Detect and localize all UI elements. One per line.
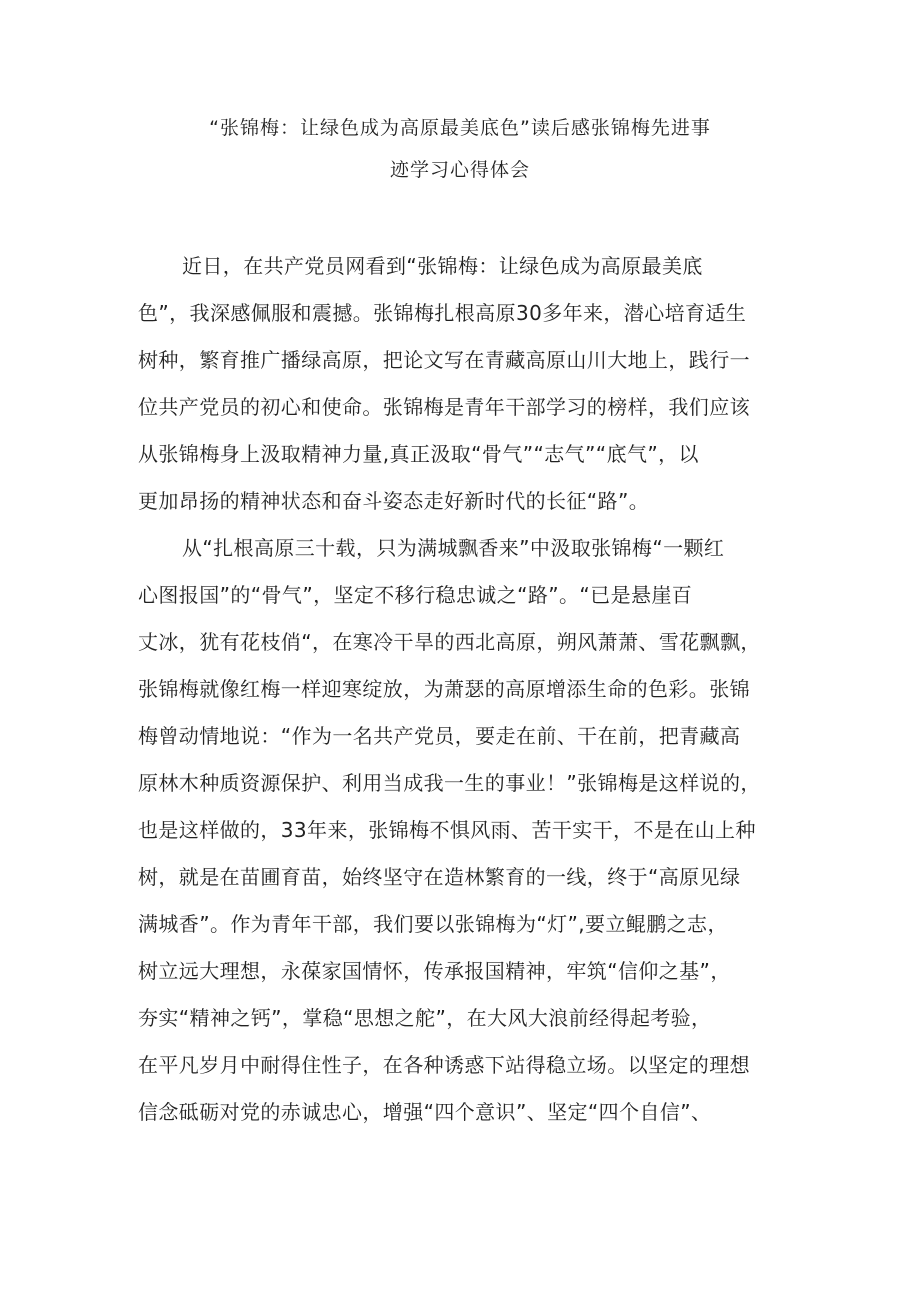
paragraph-2-line: 在平凡岁月中耐得住性子，在各种诱惑下站得稳立场。以坚定的理想 xyxy=(138,1053,750,1077)
paragraph-2-line: 也是这样做的，33年来，张锦梅不惧风雨、苦干实干，不是在山上种 xyxy=(138,818,756,842)
document-title-line-2: 迹学习心得体会 xyxy=(389,159,530,181)
paragraph-2-line: 梅曾动情地说：“作为一名共产党员，要走在前、干在前，把青藏高 xyxy=(138,724,741,748)
paragraph-2-line: 树立远大理想，永葆家国情怀，传承报国精神，牢筑“信仰之基”， xyxy=(138,959,731,983)
paragraph-2-line: 信念砥砺对党的赤诚忠心，增强“四个意识”、坚定“四个自信”、 xyxy=(138,1100,712,1124)
paragraph-2-line: 心图报国”的“骨气”，坚定不移行稳忠诚之“路”。“已是悬崖百 xyxy=(138,583,693,607)
paragraph-2-line: 树，就是在苗圃育苗，始终坚守在造林繁育的一线，终于“高原见绿 xyxy=(138,865,741,889)
paragraph-1-line: 从张锦梅身上汲取精神力量,真正汲取“骨气”“志气”“底气”，以 xyxy=(138,442,699,466)
paragraph-1-line: 更加昂扬的精神状态和奋斗姿态走好新时代的长征“路”。 xyxy=(138,489,650,513)
paragraph-2-line: 夯实“精神之钙”，掌稳“思想之舵”，在大风大浪前经得起考验， xyxy=(138,1006,712,1030)
paragraph-1-line: 色”，我深感佩服和震撼。张锦梅扎根高原30多年来，潜心培育适生 xyxy=(138,301,747,325)
document-title-line-1: “张锦梅：让绿色成为高原最美底色”读后感张锦梅先进事 xyxy=(209,117,711,139)
paragraph-2-line: 从“扎根高原三十载，只为满城飘香来”中汲取张锦梅“一颗红 xyxy=(182,536,725,560)
paragraph-2-line: 原林木种质资源保护、利用当成我一生的事业！”张锦梅是这样说的， xyxy=(138,771,761,795)
paragraph-2-line: 丈冰，犹有花枝俏“，在寒冷干旱的西北高原，朔风萧萧、雪花飘飘， xyxy=(138,630,761,654)
paragraph-2-line: 满城香”。作为青年干部，我们要以张锦梅为“灯”,要立鲲鹏之志， xyxy=(138,912,728,936)
paragraph-1-line: 树种，繁育推广播绿高原，把论文写在青藏高原山川大地上，践行一 xyxy=(138,348,750,372)
paragraph-1-line: 位共产党员的初心和使命。张锦梅是青年干部学习的榜样，我们应该 xyxy=(138,395,750,419)
paragraph-1-line: 近日，在共产党员网看到“张锦梅：让绿色成为高原最美底 xyxy=(182,254,703,278)
paragraph-2-line: 张锦梅就像红梅一样迎寒绽放，为萧瑟的高原增添生命的色彩。张锦 xyxy=(138,677,750,701)
